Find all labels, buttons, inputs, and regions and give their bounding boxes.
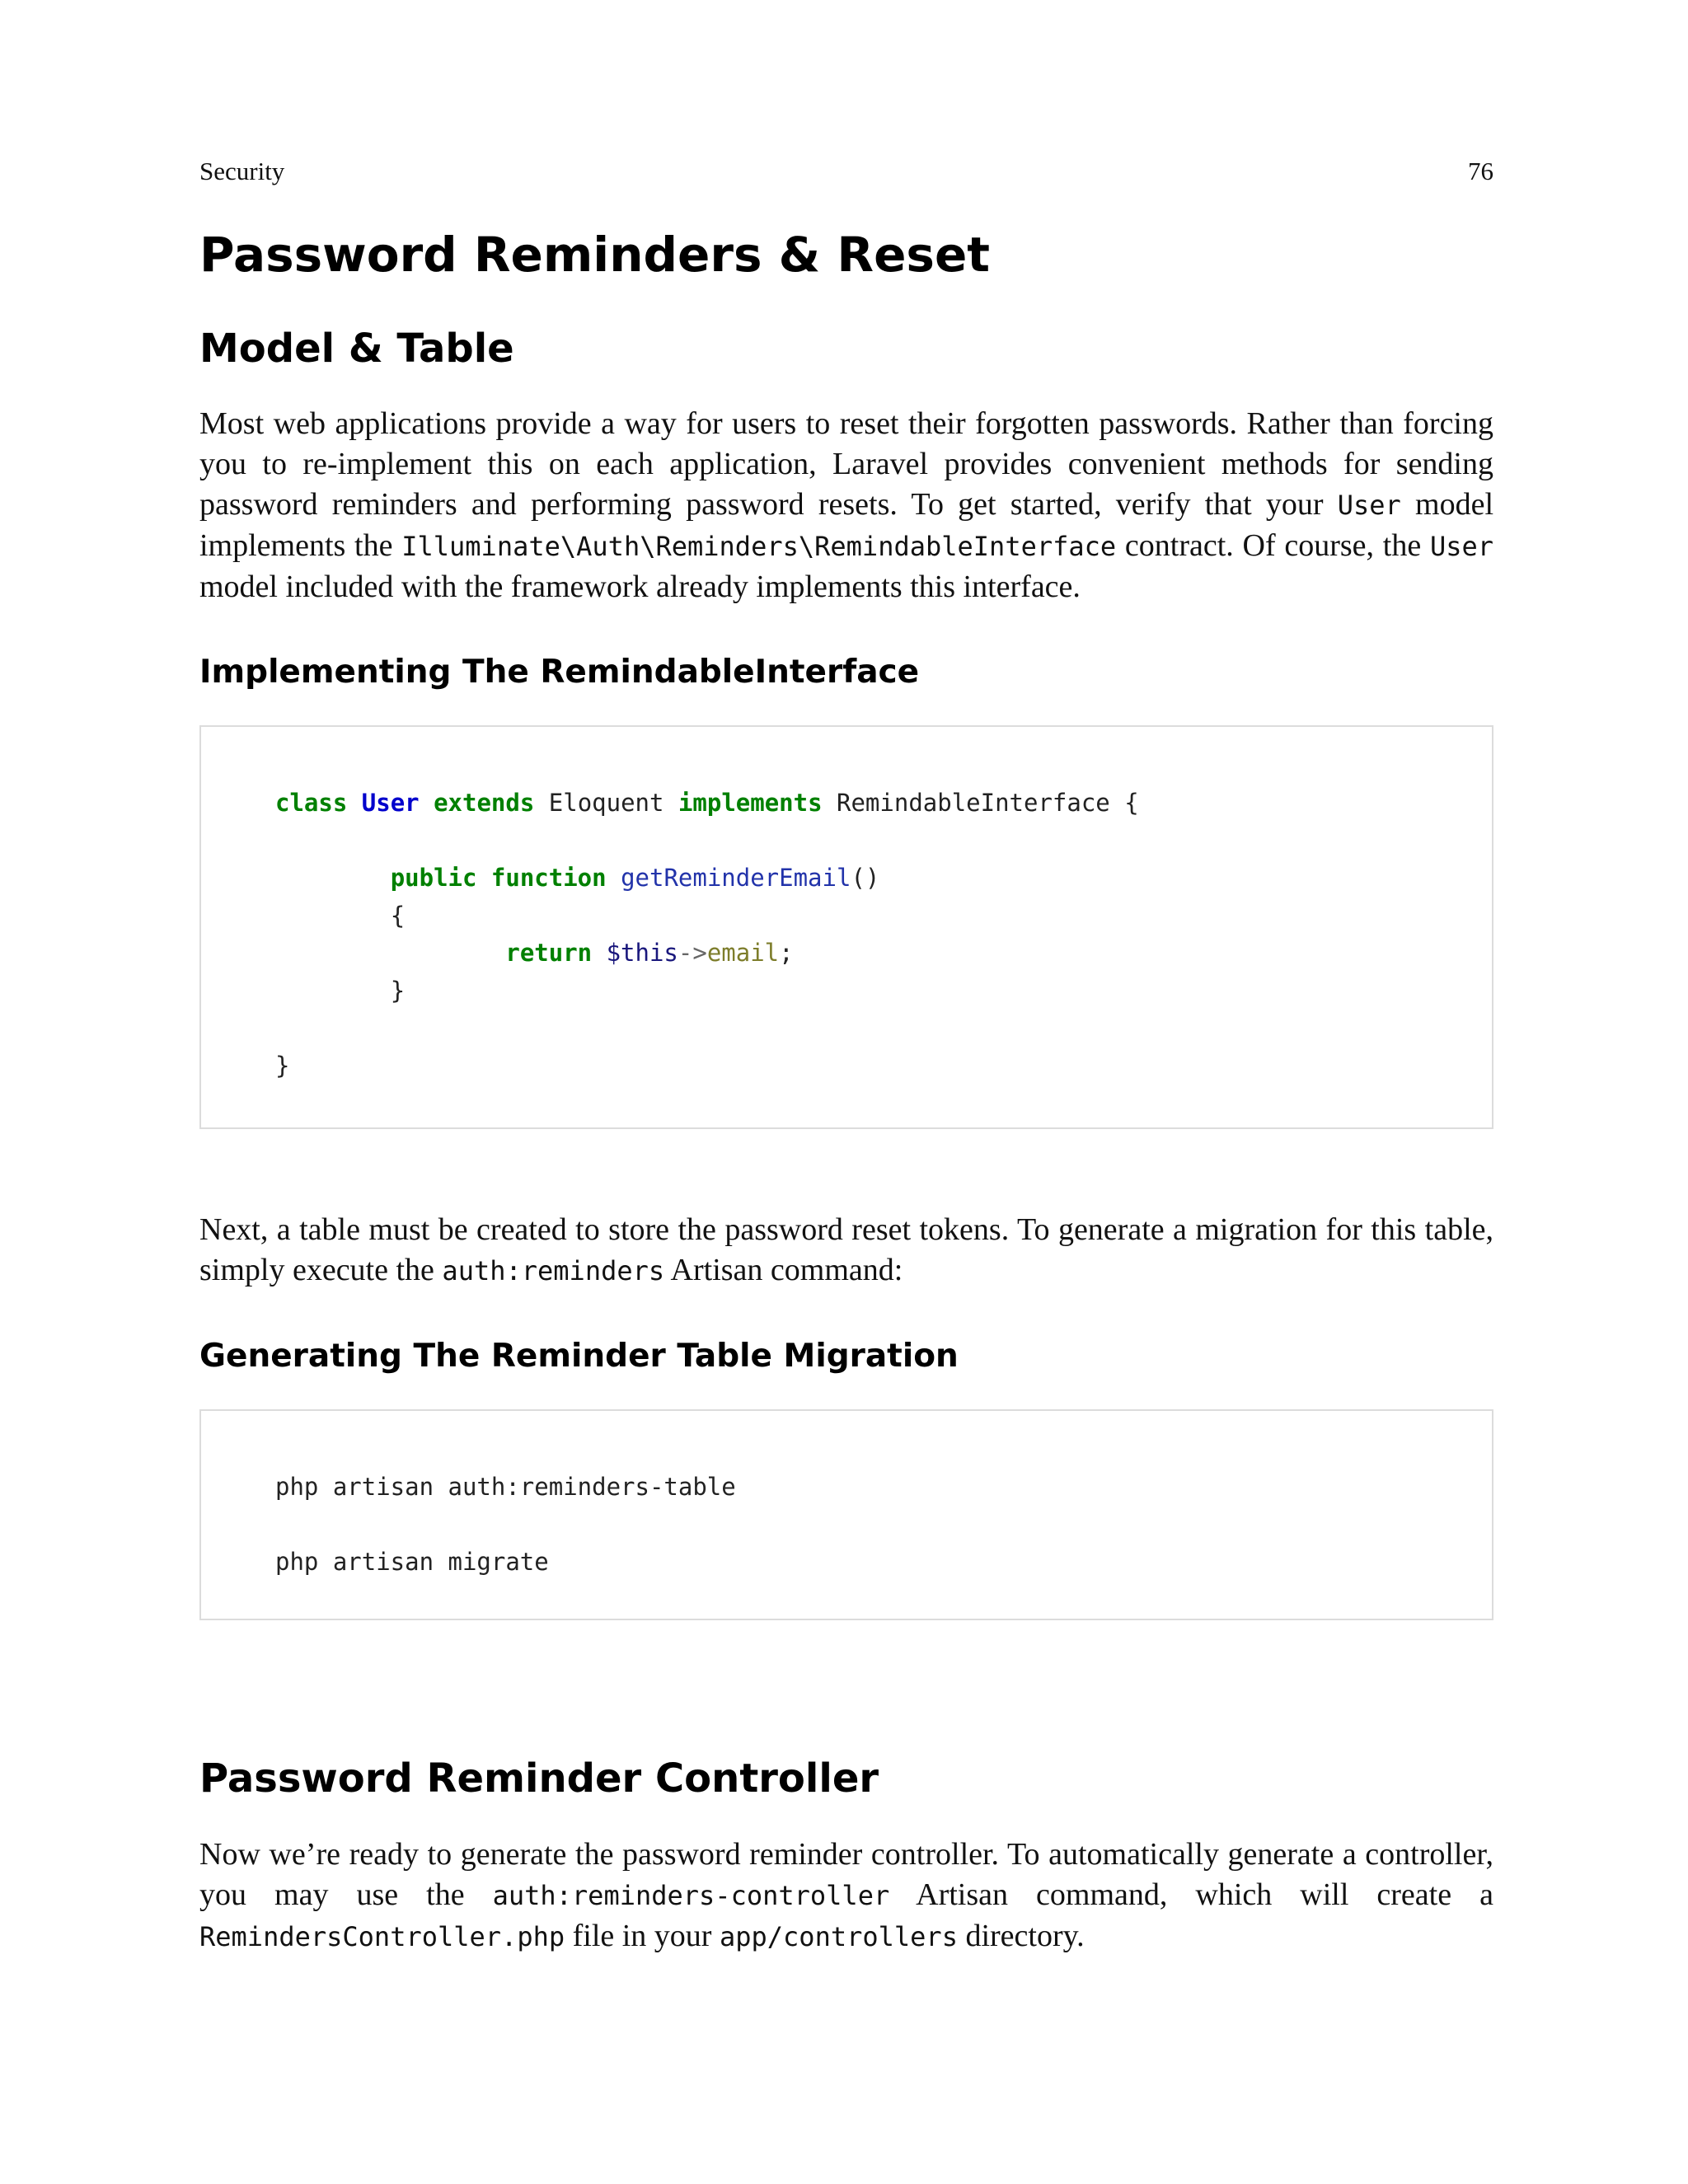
chapter-title: Password Reminders & Reset <box>199 227 991 283</box>
code-line: php artisan auth:reminders-table <box>275 1472 736 1501</box>
inline-code: Illuminate\Auth\Reminders\RemindableInterface <box>401 531 1117 563</box>
code-line: public function getReminderEmail() <box>390 864 880 893</box>
code-line: } <box>390 976 406 1005</box>
code-line: } <box>275 1051 290 1080</box>
code-line-blank <box>275 1506 1418 1544</box>
paragraph-controller <box>199 1835 1493 1957</box>
page <box>199 157 1493 2004</box>
text-run: Artisan command, which will create a <box>889 1877 1493 1912</box>
text-run: directory. <box>957 1918 1085 1953</box>
section-heading-controller: Password Reminder Controller <box>199 1755 879 1802</box>
section-heading-model-table: Model & Table <box>199 325 514 372</box>
code-line: { <box>390 901 406 930</box>
code-line-blank <box>275 1010 1418 1047</box>
code-line-blank <box>275 823 1418 860</box>
code-line: class User extends Eloquent implements RemindableInterface { <box>275 789 1139 818</box>
code-block-remindable-interface <box>199 725 1493 1129</box>
inline-code: auth:reminders-controller <box>492 1879 890 1911</box>
inline-code: User <box>1429 531 1493 563</box>
running-header <box>199 157 1493 186</box>
text-run: model included with the framework already implements this interface. <box>199 569 1081 605</box>
running-header-section: Security <box>199 157 285 185</box>
paragraph-migration <box>199 1210 1493 1291</box>
code-line: return $this->email; <box>505 939 794 968</box>
paragraph-intro <box>199 404 1493 607</box>
subheading-implementing-interface: Implementing The RemindableInterface <box>199 654 920 691</box>
text-run: contract. Of course, the <box>1116 528 1430 564</box>
section-spacer <box>199 1701 1493 1755</box>
text-run: Artisan command: <box>664 1253 903 1288</box>
inline-code: User <box>1337 490 1401 522</box>
text-run: Now we’re ready to generate the password reminder controller. To automatically generate a controller, you may use the <box>199 1836 1493 1912</box>
text-run: model implements the <box>199 487 1493 564</box>
text-run: Most web applications provide a way for users to reset their forgotten passwords. Rather than forcing you to re-implement this on each application, Laravel provides convenient methods for sending password reminders and performing password resets. To get started, verify that your <box>199 406 1493 523</box>
text-run: Next, a table must be created to store the password reset tokens. To generate a migration for this table, simply execute the <box>199 1212 1493 1288</box>
text-run: file in your <box>565 1918 720 1953</box>
subheading-generating-migration: Generating The Reminder Table Migration <box>199 1338 959 1376</box>
code-line: php artisan migrate <box>275 1547 549 1576</box>
inline-code: auth:reminders <box>442 1255 665 1287</box>
inline-code: app/controllers <box>719 1920 958 1952</box>
code-block-migration <box>199 1409 1493 1621</box>
page-number: 76 <box>1468 157 1493 185</box>
inline-code: RemindersController.php <box>199 1920 565 1952</box>
